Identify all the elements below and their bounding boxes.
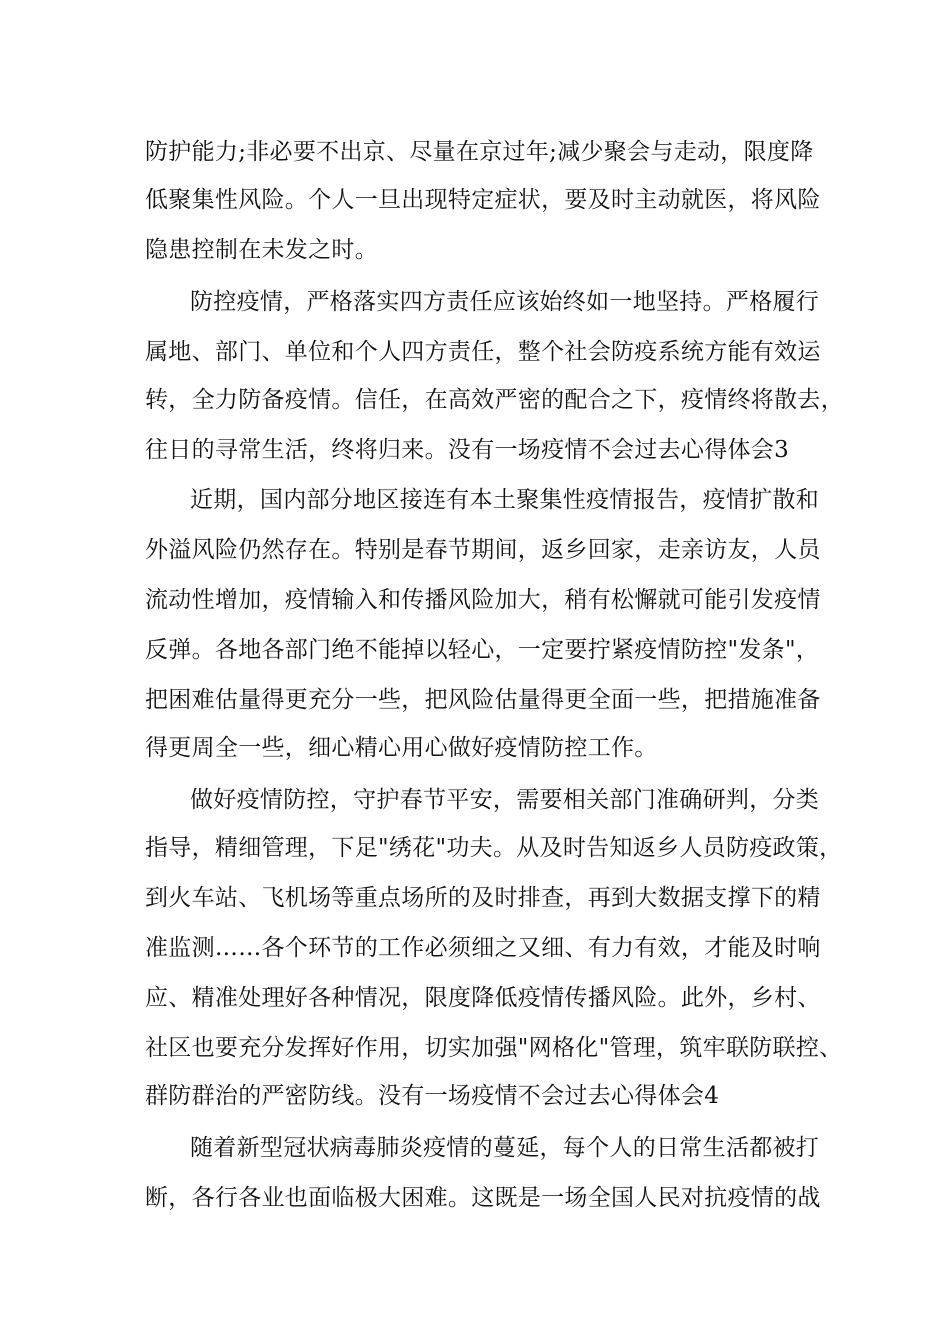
paragraph-first-line: 随着新型冠状病毒肺炎疫情的蔓延，每个人的日常生活都被打 [190,1135,820,1161]
text-line: 到火车站、飞机场等重点场所的及时排查，再到大数据支撑下的精 [145,885,821,911]
text-line: 得更周全一些，细心精心用心做好疫情防控工作。 [145,735,658,761]
text-line: 反弹。各地各部门绝不能掉以轻心，一定要拧紧疫情防控"发条"， [145,637,820,663]
text-line: 应、精准处理好各种情况，限度降低疫情传播风险。此外，乡村、 [145,985,821,1011]
text-line: 流动性增加，疫情输入和传播风险加大，稍有松懈就可能引发疫情 [145,587,821,613]
text-line: 防护能力;非必要不出京、尽量在京过年;减少聚会与走动，限度降 [145,139,814,165]
text-line: 指导，精细管理，下足"绣花"功夫。从及时告知返乡人员防疫政策， [145,835,843,861]
text-line: 往日的寻常生活，终将归来。没有一场疫情不会过去心得体会3 [145,437,790,463]
text-line: 外溢风险仍然存在。特别是春节期间，返乡回家，走亲访友，人员 [145,537,821,563]
paragraph-first-line: 防控疫情，严格落实四方责任应该始终如一地坚持。严格履行 [190,289,820,315]
text-line: 断，各行各业也面临极大困难。这既是一场全国人民对抗疫情的战 [145,1185,821,1211]
text-line: 把困难估量得更充分一些，把风险估量得更全面一些，把措施准备 [145,687,821,713]
paragraph-first-line: 做好疫情防控，守护春节平安，需要相关部门准确研判，分类 [190,787,820,813]
text-line: 社区也要充分发挥好作用，切实加强"网格化"管理，筑牢联防联控、 [145,1035,843,1061]
text-line: 转，全力防备疫情。信任，在高效严密的配合之下，疫情终将散去， [145,387,844,413]
text-line: 隐患控制在未发之时。 [145,237,378,263]
text-line: 属地、部门、单位和个人四方责任，整个社会防疫系统方能有效运 [145,339,821,365]
text-line: 低聚集性风险。个人一旦出现特定症状，要及时主动就医，将风险 [145,187,821,213]
paragraph-first-line: 近期，国内部分地区接连有本土聚集性疫情报告，疫情扩散和 [190,487,820,513]
text-line: 群防群治的严密防线。没有一场疫情不会过去心得体会4 [145,1083,720,1109]
text-line: 准监测……各个环节的工作必须细之又细、有力有效，才能及时响 [145,935,821,961]
